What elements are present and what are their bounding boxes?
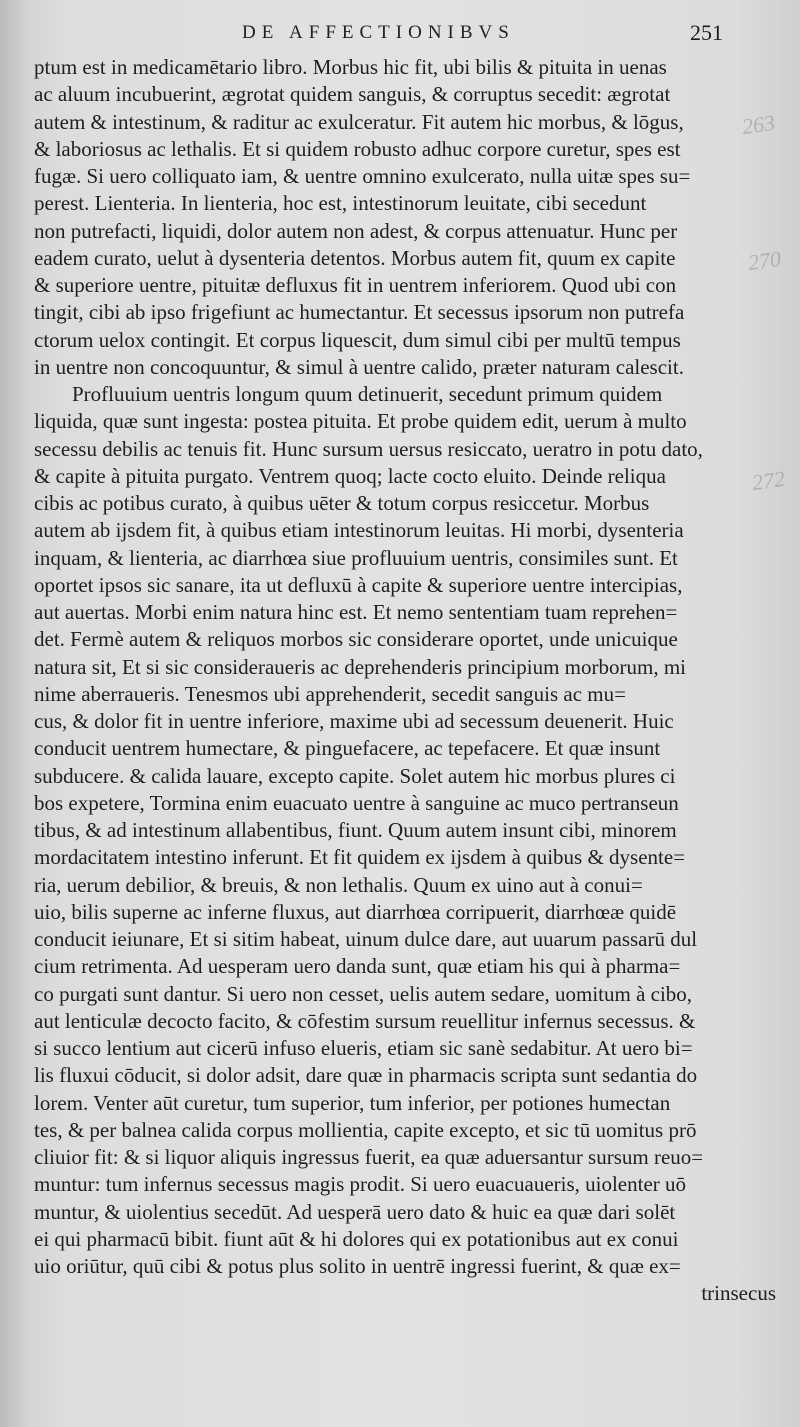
text-line: uio oriūtur, quū cibi & potus plus solito in uentrē ingressi fuerint, & quæ ex= <box>34 1254 681 1278</box>
text-line: fugæ. Si uero colliquato iam, & uentre omnino exulcerato, nulla uitæ spes su= <box>34 164 691 188</box>
text-line: natura sit, Et si sic consideraueris ac deprehenderis principium morborum, mi <box>34 654 686 679</box>
body-text <box>34 54 794 1308</box>
text-line: aut auertas. Morbi enim natura hinc est. Et nemo sententiam tuam reprehen= <box>34 600 678 624</box>
text-line: non putrefacti, liquidi, dolor autem non adest, & corpus attenuatur. Hunc per <box>34 218 678 243</box>
text-line: conducit uentrem humectare, & pinguefacere, ac tepefacere. Et quæ insunt <box>34 736 661 761</box>
text-line: muntur, & uiolentius secedūt. Ad uesperā uero dato & huic ea quæ dari solēt <box>34 1199 676 1224</box>
text-line: oportet ipsos sic sanare, ita ut defluxū à capite & superiore uentre intercipias, <box>34 572 683 597</box>
text-line: mordacitatem intestino inferunt. Et fit quidem ex ijsdem à quibus & dysente= <box>34 845 686 870</box>
page-number: 251 <box>690 20 723 45</box>
text-line: perest. Lienteria. In lienteria, hoc est, intestinorum leuitate, cibi secedunt <box>34 191 647 216</box>
text-line: tes, & per balnea calida corpus mollientia, capite excepto, et sic tū uomitus prō <box>34 1117 697 1142</box>
text-line: cium retrimenta. Ad uesperam uero danda sunt, quæ etiam his qui à pharma= <box>34 954 681 979</box>
text-line: ac aluum incubuerint, ægrotat quidem sanguis, & corruptus secedit: ægrotat <box>34 82 671 107</box>
text-line: conducit ieiunare, Et si sitim habeat, uinum dulce dare, aut uuarum passarū dul <box>34 927 698 951</box>
text-line: tingit, cibi ab ipso frigefiunt ac humectantur. Et secessus ipsorum non putrefa <box>34 300 685 325</box>
text-line: nime aberraueris. Tenesmos ubi apprehenderit, secedit sanguis ac mu= <box>34 681 626 706</box>
text-line: autem ab ijsdem fit, à quibus etiam intestinorum leuitas. Hi morbi, dysenteria <box>34 518 684 543</box>
text-line: & superiore uentre, pituitæ defluxus fit in uentrem inferiorem. Quod ubi con <box>34 273 677 297</box>
text-line: cus, & dolor fit in uentre inferiore, maxime ubi ad secessum deuenerit. Huic <box>34 709 674 733</box>
text-line: inquam, & lienteria, ac diarrhœa siue profluuium uentris, consimiles sunt. Et <box>34 545 678 570</box>
gutter-shadow <box>0 0 30 1427</box>
text-line: cliuior fit: & si liquor aliquis ingressus fuerit, ea quæ aduersantur sursum reuo= <box>34 1145 704 1169</box>
margin-note: 270 <box>746 245 783 276</box>
text-line: bos expetere, Tormina enim euacuato uentre à sanguine ac muco pertranseun <box>34 790 679 815</box>
text-line: tibus, & ad intestinum allabentibus, fiunt. Quum autem insunt cibi, minorem <box>34 818 677 842</box>
text-line: & capite à pituita purgato. Ventrem quoq; lacte cocto eluito. Deinde reliqua <box>34 463 666 488</box>
text-line: ria, uerum debilior, & breuis, & non lethalis. Quum ex uino aut à conui= <box>34 872 643 897</box>
text-line: det. Fermè autem & reliquos morbos sic considerare oportet, unde unicuique <box>34 627 678 652</box>
text-line: subducere. & calida lauare, excepto capite. Solet autem hic morbus plures ci <box>34 763 676 788</box>
running-head <box>0 22 800 52</box>
text-line: lis fluxui cōducit, si dolor adsit, dare quæ in pharmacis scripta sunt sedantia do <box>34 1063 698 1088</box>
text-line: Profluuium uentris longum quum detinuerit, secedunt primum quidem <box>72 382 663 406</box>
text-line: autem & intestinum, & raditur ac exulceratur. Fit autem hic morbus, & lōgus, <box>34 109 684 134</box>
text-line: si succo lentium aut cicerū infuso elueris, etiam sic sanè sedabitur. At uero bi= <box>34 1036 693 1060</box>
text-line: ei qui pharmacū bibit. fiunt aūt & hi dolores qui ex potationibus aut ex conui <box>34 1226 679 1251</box>
text-line: & laboriosus ac lethalis. Et si quidem robusto adhuc corpore curetur, spes est <box>34 136 681 161</box>
text-line: secessu debilis ac tenuis fit. Hunc sursum uersus resiccato, ueratro in potu dato, <box>34 436 703 461</box>
running-title: DE AFFECTIONIBVS <box>242 22 515 43</box>
text-line: liquida, quæ sunt ingesta: postea pituita. Et probe quidem edit, uerum à multo <box>34 409 687 434</box>
catchword: trinsecus <box>701 1281 776 1306</box>
margin-note: 263 <box>740 109 777 140</box>
text-line: ctorum uelox contingit. Et corpus liquescit, dum simul cibi per multū tempus <box>34 327 681 352</box>
text-line: aut lenticulæ decocto facito, & cōfestim sursum reuellitur infernus secessus. & <box>34 1008 696 1033</box>
text-line: uio, bilis superne ac inferne fluxus, aut diarrhœa corripuerit, diarrhœæ quidē <box>34 899 677 924</box>
text-line: lorem. Venter aūt curetur, tum superior, tum inferior, per potiones humectan <box>34 1090 671 1115</box>
text-line: muntur: tum infernus secessus magis prodit. Si uero euacuaueris, uiolenter uō <box>34 1172 687 1197</box>
text-line: in uentre non concoquuntur, & simul à uentre calido, præter naturam calescit. <box>34 354 684 379</box>
text-line: cibis ac potibus curato, à quibus uēter & totum corpus resiccetur. Morbus <box>34 491 650 515</box>
margin-note: 272 <box>750 465 787 496</box>
text-line: ptum est in medicamētario libro. Morbus hic fit, ubi bilis & pituita in uenas <box>34 55 667 79</box>
text-line: co purgati sunt dantur. Si uero non cesset, uelis autem sedare, uomitum à cibo, <box>34 981 693 1006</box>
text-line: eadem curato, uelut à dysenteria detentos. Morbus autem fit, quum ex capite <box>34 245 676 270</box>
